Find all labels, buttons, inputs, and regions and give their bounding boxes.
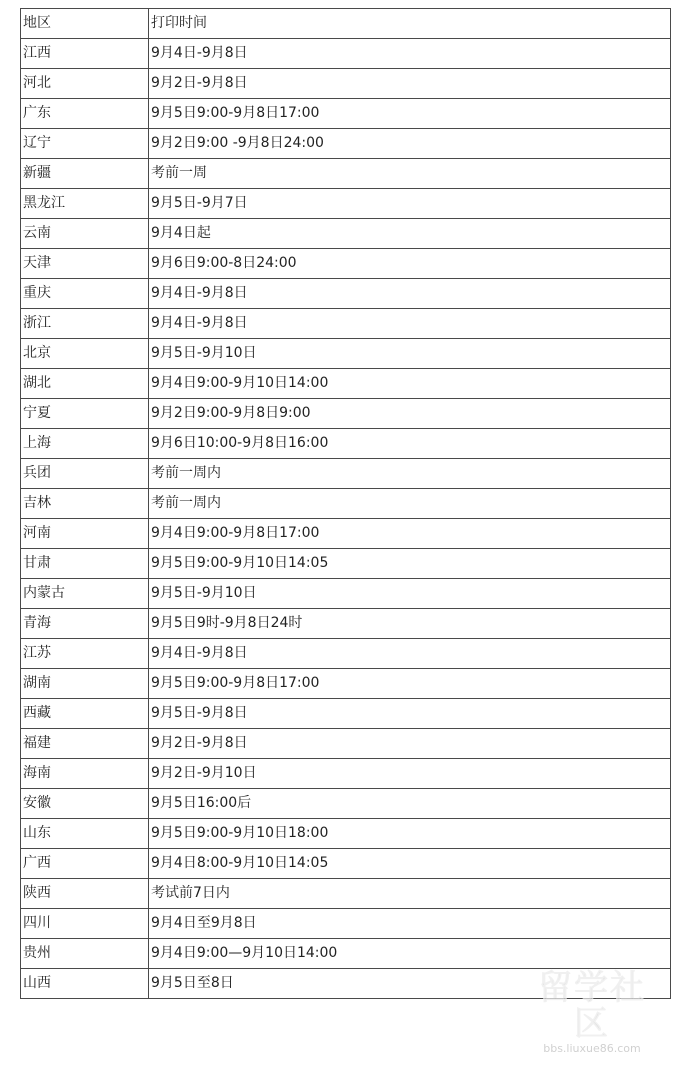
- table-row: [21, 759, 671, 789]
- table-row: [21, 849, 671, 879]
- table-row: [21, 729, 671, 759]
- print-time-cell: 9月5日9:00-9月8日17:00: [149, 669, 671, 699]
- print-time-cell: 9月4日9:00-9月10日14:00: [149, 369, 671, 399]
- region-cell: 吉林: [21, 489, 149, 519]
- table-row: [21, 579, 671, 609]
- print-time-table: [20, 8, 671, 999]
- region-cell: 西藏: [21, 699, 149, 729]
- table-row: [21, 339, 671, 369]
- table-row: [21, 189, 671, 219]
- region-cell: 安徽: [21, 789, 149, 819]
- table-row: [21, 699, 671, 729]
- region-cell: 四川: [21, 909, 149, 939]
- region-cell: 宁夏: [21, 399, 149, 429]
- table-row: [21, 159, 671, 189]
- region-cell: 新疆: [21, 159, 149, 189]
- region-cell: 广东: [21, 99, 149, 129]
- print-time-cell: 9月4日9:00—9月10日14:00: [149, 939, 671, 969]
- region-cell: 辽宁: [21, 129, 149, 159]
- print-time-cell: 考前一周: [149, 159, 671, 189]
- table-row: [21, 369, 671, 399]
- print-time-cell: 考前一周内: [149, 489, 671, 519]
- region-cell: 甘肃: [21, 549, 149, 579]
- print-time-cell: 考试前7日内: [149, 879, 671, 909]
- region-cell: 重庆: [21, 279, 149, 309]
- region-cell: 江西: [21, 39, 149, 69]
- region-cell: 贵州: [21, 939, 149, 969]
- region-cell: 浙江: [21, 309, 149, 339]
- table-row: [21, 249, 671, 279]
- table-row: [21, 129, 671, 159]
- print-time-cell: 考前一周内: [149, 459, 671, 489]
- region-cell: 山西: [21, 969, 149, 999]
- print-time-cell: 9月4日9:00-9月8日17:00: [149, 519, 671, 549]
- print-time-cell: 9月5日-9月10日: [149, 579, 671, 609]
- table-row: [21, 99, 671, 129]
- print-time-cell: 9月5日-9月8日: [149, 699, 671, 729]
- table-row: [21, 309, 671, 339]
- region-cell: 天津: [21, 249, 149, 279]
- region-cell: 河北: [21, 69, 149, 99]
- table-row: [21, 909, 671, 939]
- print-time-cell: 9月4日-9月8日: [149, 639, 671, 669]
- region-cell: 福建: [21, 729, 149, 759]
- region-cell: 北京: [21, 339, 149, 369]
- table-row: [21, 939, 671, 969]
- region-cell: 湖北: [21, 369, 149, 399]
- print-time-cell: 9月5日9:00-9月10日18:00: [149, 819, 671, 849]
- header-time-cell: 打印时间: [149, 9, 671, 39]
- print-time-cell: 9月6日10:00-9月8日16:00: [149, 429, 671, 459]
- print-time-cell: 9月4日-9月8日: [149, 39, 671, 69]
- region-cell: 青海: [21, 609, 149, 639]
- region-cell: 江苏: [21, 639, 149, 669]
- region-cell: 黑龙江: [21, 189, 149, 219]
- print-time-cell: 9月4日-9月8日: [149, 279, 671, 309]
- region-cell: 广西: [21, 849, 149, 879]
- table-row: [21, 219, 671, 249]
- schedule-sheet: [20, 8, 670, 999]
- print-time-cell: 9月2日9:00 -9月8日24:00: [149, 129, 671, 159]
- region-cell: 河南: [21, 519, 149, 549]
- print-time-cell: 9月5日9:00-9月10日14:05: [149, 549, 671, 579]
- region-cell: 内蒙古: [21, 579, 149, 609]
- table-row: [21, 429, 671, 459]
- table-row: [21, 69, 671, 99]
- print-time-cell: 9月6日9:00-8日24:00: [149, 249, 671, 279]
- print-time-cell: 9月5日9时-9月8日24时: [149, 609, 671, 639]
- region-cell: 云南: [21, 219, 149, 249]
- table-row: [21, 519, 671, 549]
- print-time-cell: 9月4日8:00-9月10日14:05: [149, 849, 671, 879]
- print-time-cell: 9月5日至8日: [149, 969, 671, 999]
- print-time-cell: 9月4日-9月8日: [149, 309, 671, 339]
- table-row: [21, 879, 671, 909]
- print-time-cell: 9月5日-9月7日: [149, 189, 671, 219]
- print-time-cell: 9月4日起: [149, 219, 671, 249]
- region-cell: 兵团: [21, 459, 149, 489]
- table-row: [21, 669, 671, 699]
- region-cell: 湖南: [21, 669, 149, 699]
- region-cell: 海南: [21, 759, 149, 789]
- print-time-cell: 9月5日-9月10日: [149, 339, 671, 369]
- print-time-cell: 9月2日9:00-9月8日9:00: [149, 399, 671, 429]
- table-row: [21, 399, 671, 429]
- table-row: [21, 969, 671, 999]
- table-row: [21, 819, 671, 849]
- table-body: [21, 9, 671, 999]
- table-row: [21, 279, 671, 309]
- table-row: [21, 39, 671, 69]
- print-time-cell: 9月2日-9月8日: [149, 729, 671, 759]
- region-cell: 山东: [21, 819, 149, 849]
- table-row: [21, 639, 671, 669]
- print-time-cell: 9月5日9:00-9月8日17:00: [149, 99, 671, 129]
- table-row: [21, 609, 671, 639]
- region-cell: 上海: [21, 429, 149, 459]
- watermark-url: bbs.liuxue86.com: [543, 1042, 641, 1055]
- region-cell: 陕西: [21, 879, 149, 909]
- table-header-row: [21, 9, 671, 39]
- table-row: [21, 789, 671, 819]
- print-time-cell: 9月2日-9月8日: [149, 69, 671, 99]
- table-row: [21, 459, 671, 489]
- table-row: [21, 489, 671, 519]
- print-time-cell: 9月5日16:00后: [149, 789, 671, 819]
- print-time-cell: 9月2日-9月10日: [149, 759, 671, 789]
- table-row: [21, 549, 671, 579]
- header-region-cell: 地区: [21, 9, 149, 39]
- print-time-cell: 9月4日至9月8日: [149, 909, 671, 939]
- watermark-logo: 留学社区: [538, 968, 646, 1044]
